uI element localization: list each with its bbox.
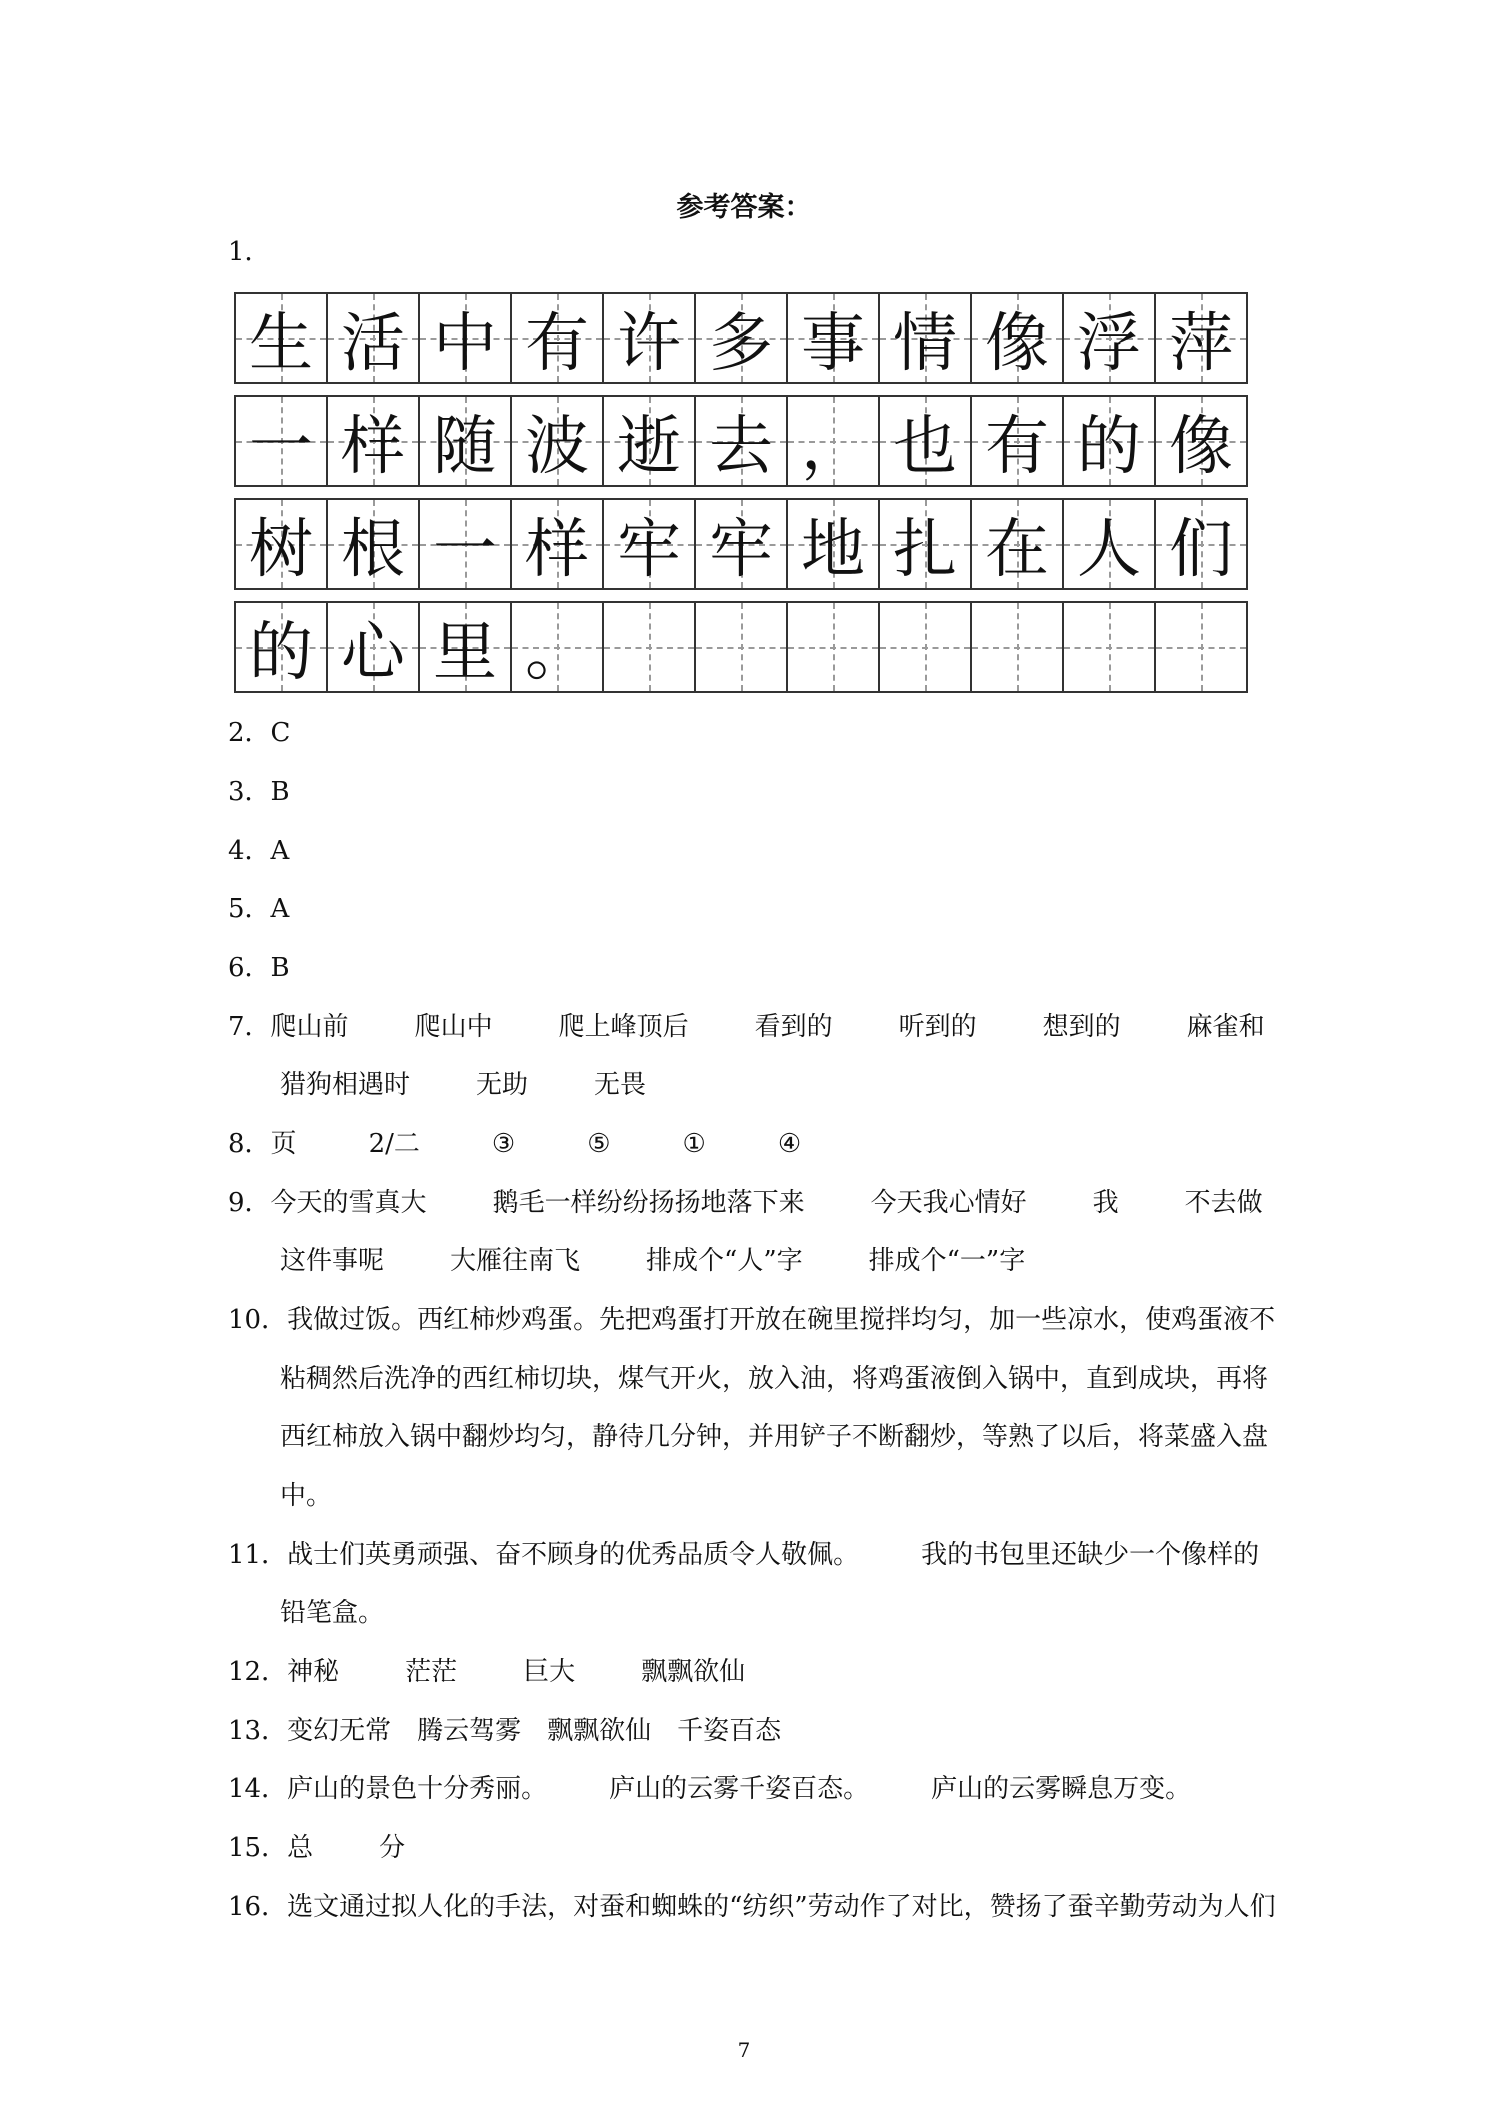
grid-cell <box>420 500 512 588</box>
grid-row <box>234 601 1248 693</box>
page-title: 参考答案： <box>676 192 812 223</box>
q7-item: 无畏 <box>594 1070 647 1100</box>
q7-item: 爬山前 <box>270 1012 349 1042</box>
grid-cell <box>972 500 1064 588</box>
answer-q7 <box>228 1010 1265 1044</box>
q9-item: 大雁往南飞 <box>450 1246 581 1276</box>
grid-char: 牢 <box>709 513 773 587</box>
q10-line: 我做过饭。西红柿炒鸡蛋。先把鸡蛋打开放在碗里搅拌均匀，加一些凉水，使鸡蛋液不 <box>287 1305 1276 1335</box>
grid-char: 一 <box>433 513 497 587</box>
grid-char: 的 <box>249 616 313 690</box>
grid-cell <box>788 294 880 382</box>
grid-char: 人 <box>1077 513 1141 587</box>
grid-char: 多 <box>709 307 773 381</box>
grid-cell <box>604 603 696 691</box>
answer-q16 <box>228 1890 1276 1924</box>
grid-char: 样 <box>341 410 405 484</box>
q8-item: ⑤ <box>587 1129 611 1159</box>
grid-cell <box>696 294 788 382</box>
q13-number: 13． <box>228 1716 288 1746</box>
grid-char: 萍 <box>1169 307 1233 381</box>
q15-item: 总 <box>287 1833 314 1863</box>
grid-cell <box>788 397 880 485</box>
grid-char: 的 <box>1077 410 1141 484</box>
grid-row <box>234 395 1248 487</box>
q7-item: 看到的 <box>754 1012 833 1042</box>
grid-char: 样 <box>525 513 589 587</box>
q7-number: 7． <box>228 1012 271 1042</box>
q15-number: 15． <box>228 1833 288 1863</box>
grid-cell <box>236 397 328 485</box>
q12-number: 12． <box>228 1657 288 1687</box>
grid-char: 有 <box>525 307 589 381</box>
grid-cell <box>236 294 328 382</box>
grid-char: 活 <box>341 307 405 381</box>
grid-char: 在 <box>985 513 1049 587</box>
q7-item: 爬上峰顶后 <box>558 1012 689 1042</box>
grid-cell <box>880 603 972 691</box>
grid-cell <box>972 294 1064 382</box>
q9-item: 今天我心情好 <box>870 1188 1027 1218</box>
page-number: 7 <box>737 2038 751 2062</box>
grid-cell <box>328 500 420 588</box>
grid-cell <box>880 500 972 588</box>
q7-item: 想到的 <box>1042 1012 1121 1042</box>
answer-q6: 6．B <box>228 953 290 983</box>
grid-cell <box>512 603 604 691</box>
grid-char: 中 <box>433 307 497 381</box>
grid-cell <box>420 294 512 382</box>
q11-item: 我的书包里还缺少一个像样的 <box>921 1540 1260 1570</box>
grid-cell <box>328 603 420 691</box>
answer-q15 <box>228 1831 405 1865</box>
grid-char: 树 <box>249 513 313 587</box>
grid-char: 扎 <box>893 513 957 587</box>
q14-item: 庐山的云雾瞬息万变。 <box>931 1774 1192 1804</box>
q13-item: 千姿百态 <box>677 1716 782 1746</box>
q9-item: 这件事呢 <box>280 1246 385 1276</box>
grid-cell <box>420 397 512 485</box>
q13-item: 飘飘欲仙 <box>547 1716 652 1746</box>
grid-cell <box>880 397 972 485</box>
grid-cell <box>236 603 328 691</box>
q9-item: 今天的雪真大 <box>270 1188 427 1218</box>
q11-item: 战士们英勇顽强、奋不顾身的优秀品质令人敬佩。 <box>287 1540 860 1570</box>
grid-cell <box>236 500 328 588</box>
grid-char: 也 <box>893 410 957 484</box>
q8-item: ④ <box>777 1129 802 1159</box>
grid-cell <box>1064 500 1156 588</box>
q1-number: 1． <box>228 237 271 267</box>
answer-q9-cont <box>280 1244 1025 1278</box>
q10-number: 10． <box>228 1305 288 1335</box>
grid-cell <box>512 397 604 485</box>
grid-cell <box>788 500 880 588</box>
grid-char: 牢 <box>617 513 681 587</box>
q9-item: 排成个“人”字 <box>646 1246 803 1276</box>
q9-item: 不去做 <box>1184 1188 1263 1218</box>
answer-q2: 2．C <box>228 718 291 748</box>
grid-cell <box>1156 603 1246 691</box>
grid-cell <box>788 603 880 691</box>
q8-number: 8． <box>228 1129 271 1159</box>
grid-cell <box>1064 603 1156 691</box>
q12-item: 巨大 <box>523 1657 576 1687</box>
answer-q14 <box>228 1772 1191 1806</box>
grid-char: 有 <box>985 410 1049 484</box>
answer-q4: 4．A <box>228 836 290 866</box>
grid-cell <box>1064 294 1156 382</box>
answer-q11-cont: 铅笔盒。 <box>280 1598 385 1628</box>
q10-line: 中。 <box>280 1481 333 1511</box>
grid-char: 心 <box>341 616 405 690</box>
q10-line: 粘稠然后洗净的西红柿切块，煤气开火，放入油，将鸡蛋液倒入锅中，直到成块，再将 <box>280 1364 1269 1394</box>
grid-cell <box>972 397 1064 485</box>
q13-item: 腾云驾雾 <box>417 1716 522 1746</box>
answer-q12 <box>228 1655 745 1689</box>
grid-cell <box>1064 397 1156 485</box>
grid-cell <box>696 603 788 691</box>
grid-char: ， <box>801 410 865 484</box>
grid-char: 去 <box>709 410 773 484</box>
grid-char: 情 <box>893 307 957 381</box>
answer-q10 <box>228 1303 1275 1337</box>
grid-char: 像 <box>1169 410 1233 484</box>
answer-q9 <box>228 1186 1263 1220</box>
grid-char: 。 <box>525 616 589 690</box>
grid-char: 波 <box>525 410 589 484</box>
grid-cell <box>420 603 512 691</box>
grid-char: 许 <box>617 307 681 381</box>
answer-q13 <box>228 1714 781 1748</box>
q8-item: 2/二 <box>368 1129 420 1159</box>
q7-item: 猎狗相遇时 <box>280 1070 411 1100</box>
q13-item: 变幻无常 <box>287 1716 392 1746</box>
q11-number: 11． <box>228 1540 288 1570</box>
q8-item: ① <box>682 1129 706 1159</box>
q9-item: 排成个“一”字 <box>868 1246 1026 1276</box>
q14-item: 庐山的云雾千姿百态。 <box>609 1774 870 1804</box>
grid-cell <box>1156 294 1246 382</box>
q9-item: 我 <box>1092 1188 1119 1218</box>
grid-char: 像 <box>985 307 1049 381</box>
q7-item: 听到的 <box>898 1012 977 1042</box>
grid-char: 一 <box>249 410 313 484</box>
q9-item: 鹅毛一样纷纷扬扬地落下来 <box>492 1188 805 1218</box>
answer-q5: 5．A <box>228 894 290 924</box>
grid-char: 生 <box>249 307 313 381</box>
grid-cell <box>328 294 420 382</box>
grid-char: 里 <box>433 616 497 690</box>
grid-char: 逝 <box>617 410 681 484</box>
q10-line: 西红柿放入锅中翻炒均匀，静待几分钟，并用铲子不断翻炒，等熟了以后，将菜盛入盘 <box>280 1422 1269 1452</box>
q7-item: 麻雀和 <box>1186 1012 1265 1042</box>
grid-cell <box>1156 500 1246 588</box>
q8-item: ③ <box>491 1129 516 1159</box>
grid-row <box>234 292 1248 384</box>
q8-item: 页 <box>270 1129 297 1159</box>
q12-item: 茫茫 <box>405 1657 458 1687</box>
q7-item: 爬山中 <box>414 1012 493 1042</box>
grid-char: 随 <box>433 410 497 484</box>
q12-item: 神秘 <box>287 1657 340 1687</box>
grid-row <box>234 498 1248 590</box>
grid-char: 事 <box>801 307 865 381</box>
grid-cell <box>1156 397 1246 485</box>
q14-item: 庐山的景色十分秀丽。 <box>287 1774 548 1804</box>
q16-text: 选文通过拟人化的手法，对蚕和蜘蛛的“纺织”劳动作了对比，赞扬了蚕辛勤劳动为人们 <box>287 1892 1276 1922</box>
q9-number: 9． <box>228 1188 271 1218</box>
answer-q7-cont <box>280 1068 646 1102</box>
grid-cell <box>512 500 604 588</box>
answer-q8 <box>228 1127 801 1161</box>
q7-item: 无助 <box>476 1070 529 1100</box>
grid-cell <box>972 603 1064 691</box>
grid-cell <box>880 294 972 382</box>
grid-cell <box>696 500 788 588</box>
grid-cell <box>604 294 696 382</box>
grid-char: 浮 <box>1077 307 1141 381</box>
q12-item: 飘飘欲仙 <box>641 1657 746 1687</box>
q14-number: 14． <box>228 1774 288 1804</box>
answer-q11 <box>228 1538 1259 1572</box>
grid-char: 根 <box>341 513 405 587</box>
grid-char: 们 <box>1169 513 1233 587</box>
q16-number: 16． <box>228 1892 288 1922</box>
grid-cell <box>604 500 696 588</box>
answer-q3: 3．B <box>228 777 290 807</box>
grid-cell <box>328 397 420 485</box>
grid-cell <box>696 397 788 485</box>
q15-item: 分 <box>379 1833 406 1863</box>
grid-char: 地 <box>801 513 865 587</box>
grid-cell <box>604 397 696 485</box>
grid-cell <box>512 294 604 382</box>
